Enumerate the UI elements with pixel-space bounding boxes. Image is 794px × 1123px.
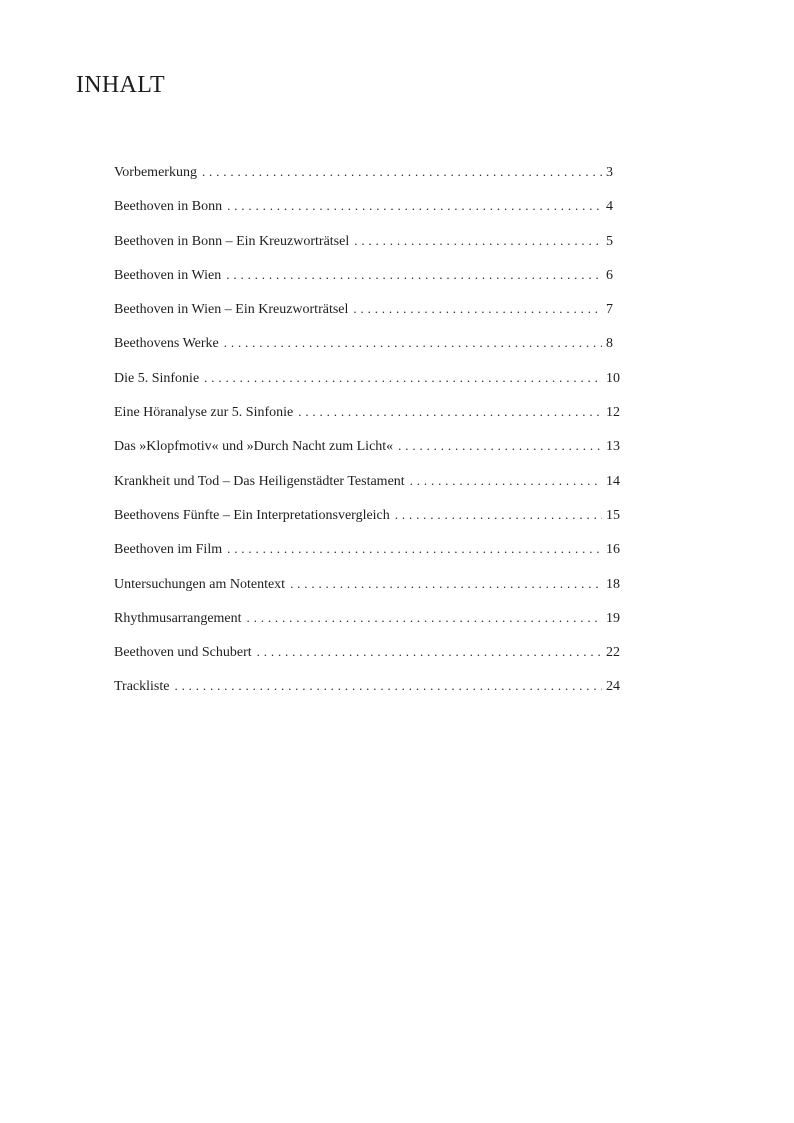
dot-leader [290,572,602,596]
toc-entry-beethoven-und-schubert[interactable] [114,640,624,674]
toc-entry-label: Beethovens Fünfte – Ein Interpretationsvergleich [114,507,390,523]
toc-entry-label: Beethoven in Bonn [114,199,223,215]
toc-entry-wien-kreuzwortraetsel[interactable] [114,297,624,331]
dot-leader [398,434,602,458]
toc-entry-label: Beethoven in Wien – Ein Kreuzworträtsel [114,302,349,318]
toc-entry-label: Beethoven und Schubert [114,645,252,661]
toc-entry-label: Die 5. Sinfonie [114,370,200,386]
toc-entry-notentext[interactable] [114,572,624,606]
dot-leader [257,640,602,664]
toc-entry-label: Vorbemerkung [114,165,197,180]
toc-page-number: 22 [606,645,620,661]
toc-entry-label: Das »Klopfmotiv« und »Durch Nacht zum Licht« [114,439,394,455]
toc-entry-rhythmusarrangement[interactable] [114,606,624,640]
toc-page-number: 15 [606,507,620,523]
toc-entry-label: Beethoven im Film [114,542,223,558]
toc-entry-interpretationsvergleich[interactable] [114,503,624,537]
toc-entry-label: Beethoven in Bonn – Ein Kreuzworträtsel [114,233,350,249]
dot-leader [247,606,602,630]
toc-page-number: 13 [606,439,620,455]
toc-page-number: 19 [606,610,620,626]
toc-page-number: 24 [606,679,620,695]
page-title: INHALT [76,72,165,98]
toc-entry-label: Beethoven in Wien [114,267,222,283]
dot-leader [204,366,602,390]
toc-page-number: 18 [606,576,620,592]
toc-entry-bonn-kreuzwortraetsel[interactable] [114,229,624,263]
toc-page-number: 8 [606,336,613,352]
toc-page-number: 14 [606,473,620,489]
toc-page-number: 12 [606,405,620,421]
toc-entry-beethoven-im-film[interactable] [114,537,624,571]
toc-page-number: 3 [606,165,613,180]
toc-entry-label: Trackliste [114,679,170,695]
toc-entry-hoeranalyse[interactable] [114,400,624,434]
dot-leader [227,537,602,561]
toc-entry-trackliste[interactable] [114,674,624,708]
toc-entry-heiligenstaedter-testament[interactable] [114,469,624,503]
toc-entry-label: Krankheit und Tod – Das Heiligenstädter Testament [114,473,405,489]
toc-entry-beethoven-in-bonn[interactable] [114,194,624,228]
dot-leader [353,297,602,321]
dot-leader [202,160,602,184]
toc-page-number: 10 [606,370,620,386]
dot-leader [227,194,602,218]
toc-entry-vorbemerkung[interactable] [114,160,624,194]
dot-leader [174,674,602,698]
toc-entry-label: Beethovens Werke [114,336,219,352]
toc-entry-label: Untersuchungen am Notentext [114,576,286,592]
dot-leader [224,331,602,355]
toc-page-number: 7 [606,302,613,318]
toc-entry-label: Rhythmusarrangement [114,610,242,626]
dot-leader [410,469,602,493]
toc-page-number: 4 [606,199,613,215]
toc-page-number: 5 [606,233,613,249]
dot-leader [354,229,602,253]
table-of-contents [114,160,624,709]
toc-entry-beethoven-in-wien[interactable] [114,263,624,297]
toc-entry-beethovens-werke[interactable] [114,331,624,365]
dot-leader [298,400,602,424]
toc-page-number: 16 [606,542,620,558]
dot-leader [226,263,602,287]
toc-entry-label: Eine Höranalyse zur 5. Sinfonie [114,405,294,421]
dot-leader [395,503,602,527]
toc-page-number: 6 [606,267,613,283]
toc-entry-klopfmotiv[interactable] [114,434,624,468]
toc-entry-5-sinfonie[interactable] [114,366,624,400]
